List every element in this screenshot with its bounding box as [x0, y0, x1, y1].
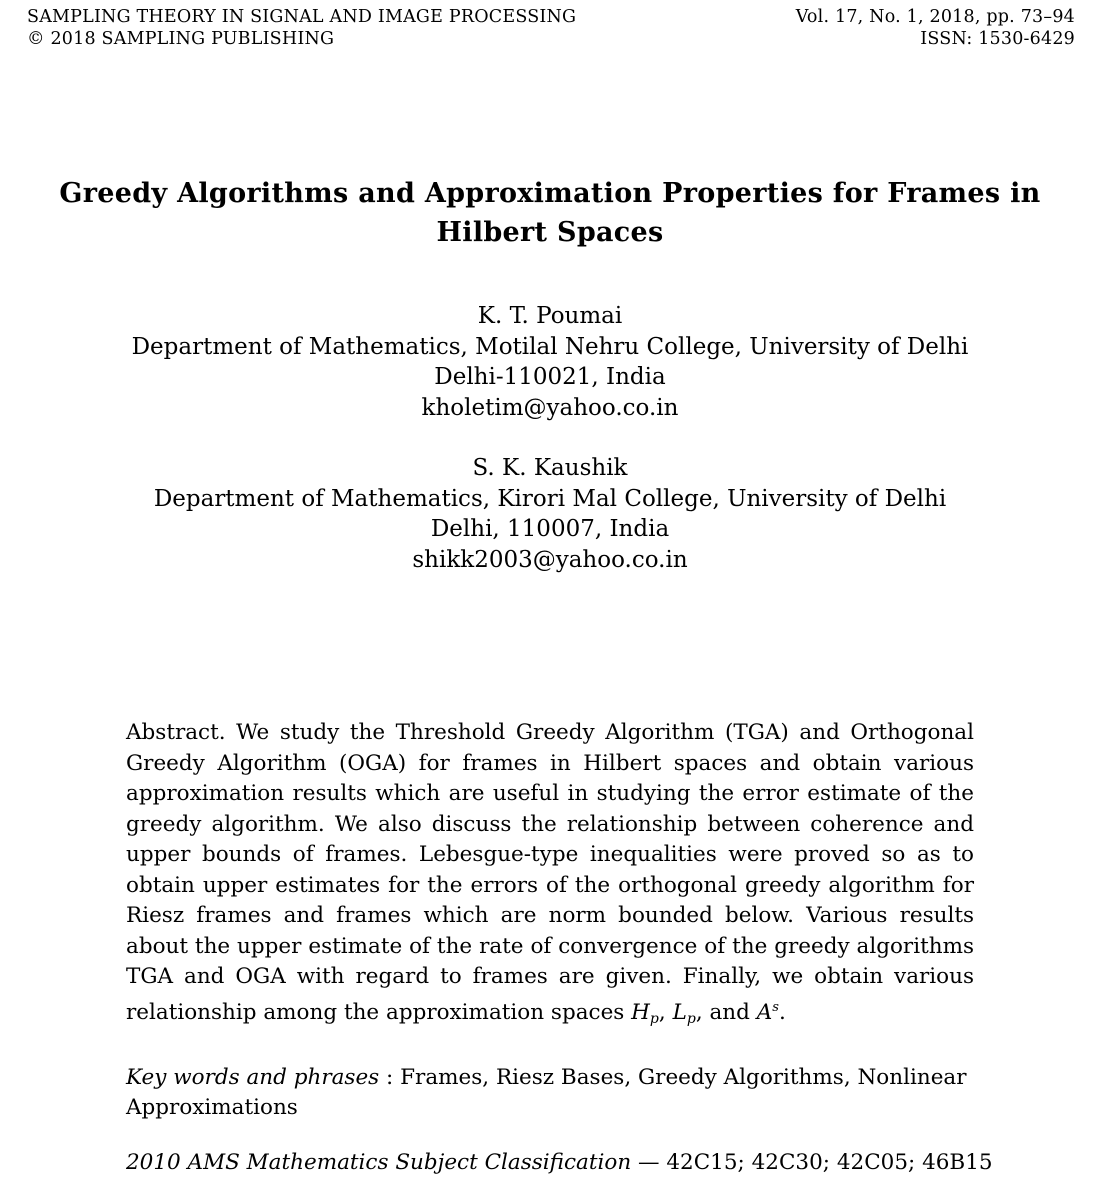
abstract-text: We study the Threshold Greedy Algorithm (TGA) and Orthogonal Greedy Algorithm (OGA) for frames in Hilbert spaces and obtain various approximation results which are useful in studying the error estimate of the greedy algorithm. We also discuss the relationship between coherence and upper bounds of frames. Lebesgue-type inequalities were proved so as to obtain upper estimates for the errors of the orthogonal greedy algorithm for Riesz frames and frames which are norm bounded below. Various results about the upper estimate of the rate of convergence of the greedy algorithms TGA and OGA with regard to frames are given. Finally, we obtain various relationship among the approximation spaces [126, 720, 974, 1025]
author-affiliation: Department of Mathematics, Kirori Mal College, University of Delhi [153, 485, 947, 512]
author-name: K. T. Poumai [477, 303, 623, 329]
keywords-label: Key words and phrases [126, 1065, 380, 1090]
author-address: Delhi, 110007, India [430, 516, 670, 542]
abstract-label: Abstract. [126, 720, 226, 745]
author-address: Delhi-110021, India [434, 364, 666, 390]
author-name: S. K. Kaushik [472, 455, 628, 481]
space-h: $H_p$ [631, 999, 659, 1027]
abstract: Abstract. We study the Threshold Greedy Algorithm (TGA) and Orthogonal Greedy Algorithm (OGA) for frames in Hilbert spaces and obtain various approximation results which are useful in studying the error estimate of the greedy algorithm. We also discuss the relationship between coherence and upper bounds of frames. Lebesgue-type inequalities were proved so as to obtain upper estimates for the errors of the orthogonal greedy algorithm for Riesz frames and frames which are norm bounded below. Various results about the upper estimate of the rate of convergence of the greedy algorithms TGA and OGA with regard to frames are given. Finally, we obtain various relationship among the approximation spaces $H_p$, $L_p$, and $A^s$. [126, 720, 974, 1027]
keywords: Key words and phrases : Frames, Riesz Bases, Greedy Algorithms, Nonlinear Approximations [126, 1065, 967, 1120]
msc-label: 2010 AMS Mathematics Subject Classification [126, 1150, 632, 1175]
journal-header [27, 6, 576, 50]
author-email: kholetim@yahoo.co.in [421, 394, 679, 421]
space-l: $L_p$ [672, 999, 696, 1027]
title-line-1: Greedy Algorithms and Approximation Properties for Frames in [59, 178, 1041, 209]
author-2 [0, 453, 1100, 575]
author-email: shikk2003@yahoo.co.in [412, 546, 688, 573]
volume-pages: Vol. 17, No. 1, 2018, pp. 73–94 [795, 7, 1075, 27]
msc-classification: 2010 AMS Mathematics Subject Classification — 42C15; 42C30; 42C05; 46B15 [126, 1150, 993, 1175]
paper-title [40, 174, 1060, 252]
issn: ISSN: 1530-6429 [920, 29, 1075, 49]
title-line-2: Hilbert Spaces [436, 217, 664, 248]
copyright: © 2018 SAMPLING PUBLISHING [27, 29, 335, 49]
author-affiliation: Department of Mathematics, Motilal Nehru College, University of Delhi [131, 333, 969, 360]
author-1 [0, 301, 1100, 423]
msc-codes: 42C15; 42C30; 42C05; 46B15 [666, 1150, 993, 1175]
keywords-text: Frames, Riesz Bases, Greedy Algorithms, Nonlinear Approximations [126, 1065, 967, 1120]
journal-name: SAMPLING THEORY IN SIGNAL AND IMAGE PROCESSING [27, 7, 577, 27]
space-a: $A^s$ [756, 999, 779, 1025]
volume-info [796, 6, 1075, 50]
